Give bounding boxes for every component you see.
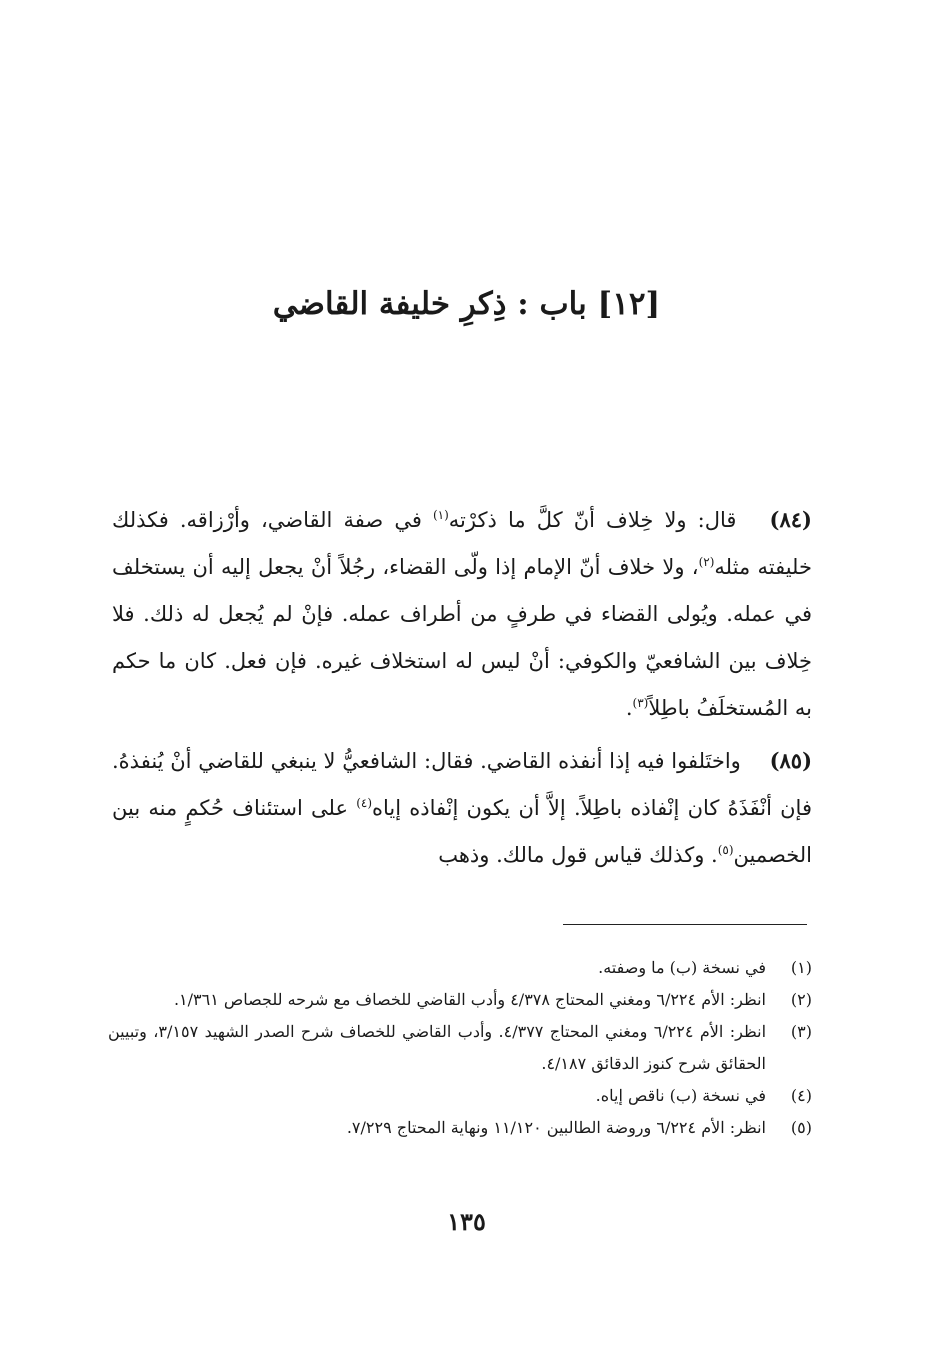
footnote-text: انظر: الأم ٦/٢٢٤ ومغني المحتاج ٤/٣٧٧. وأدب القاضي للخصاف شرح الصدر الشهيد ٣/١٥٧، وتبيين الحقائق شرح كنوز الدقائق ٤/١٨٧. [108, 1022, 767, 1073]
footnote-item [108, 1112, 812, 1144]
paragraph-text: في صفة القاضي، وأرْزاقه. فكذلك خليفته مثله [112, 508, 812, 579]
footnote-item [108, 984, 812, 1016]
page-number: ١٣٥ [447, 1207, 486, 1236]
footnote-item [108, 1016, 812, 1080]
footnote-text: في نسخة (ب) ما وصفته. [598, 958, 766, 977]
footnote-reference: (٣) [632, 696, 649, 710]
chapter-title: [١٢] باب : ذِكرِ خليفة القاضي [272, 286, 661, 322]
paragraph-number: (٨٥) [769, 748, 812, 773]
footnote-number: (٣) [790, 1022, 812, 1041]
paragraph-text: واختَلفوا فيه إذا أنفذه القاضي. فقال: الشافعيُّ لا ينبغي للقاضي أنْ يُنفذهُ. فإن أنْفَذَهُ كان إنْفاذه باطِلاً. إلاَّ أن يكون إنْفاذه إياه [112, 749, 812, 820]
footnote-text: انظر: الأم ٦/٢٢٤ ومغني المحتاج ٤/٣٧٨ وأدب القاضي للخصاف مع شرحه للجصاص ١/٣٦١. [173, 990, 766, 1009]
footnotes [108, 952, 812, 1144]
footnote-item [108, 952, 812, 984]
footnote-number: (٥) [790, 1118, 812, 1137]
paragraph-text: . وكذلك قياس قول مالك. وذهب [438, 843, 718, 867]
paragraph-text: على استئناف حُكمٍ منه بين الخصمين [112, 796, 812, 867]
footnote-reference: (٢) [698, 555, 715, 569]
footnote-reference: (١) [432, 508, 449, 522]
paragraph-85 [112, 737, 812, 879]
footnote-text: في نسخة (ب) ناقص إياه. [595, 1086, 766, 1105]
footnote-reference: (٥) [717, 843, 734, 857]
footnote-number: (٤) [790, 1086, 812, 1105]
paragraph-84 [112, 496, 812, 732]
footnote-number: (١) [790, 958, 812, 977]
footnote-reference: (٤) [356, 796, 373, 810]
paragraph-number: (٨٤) [769, 507, 812, 532]
body-text [112, 496, 812, 884]
footnote-divider [563, 924, 807, 925]
paragraph-text: . [625, 696, 633, 720]
footnote-text: انظر: الأم ٦/٢٢٤ وروضة الطالبين ١١/١٢٠ ونهاية المحتاج ٧/٢٢٩. [346, 1118, 766, 1137]
footnote-item [108, 1080, 812, 1112]
paragraph-text: قال: ولا خِلاف أنّ كلَّ ما ذكرْته [448, 508, 737, 532]
paragraph-text: ، ولا خلاف أنّ الإمام إذا ولّى القضاء، رجُلاً أنْ يجعل إليه أن يستخلف في عمله. ويُولى القضاء في طرفٍ من أطراف عمله. فإنْ لم يُجعل له ذلك. فلا خِلاف بين الشافعيّ والكوفي: أنْ ليس له استخلاف غيره. فإن فعل. كان ما حكم به المُستخلَفُ باطِلاً [112, 555, 812, 720]
footnote-number: (٢) [790, 990, 812, 1009]
